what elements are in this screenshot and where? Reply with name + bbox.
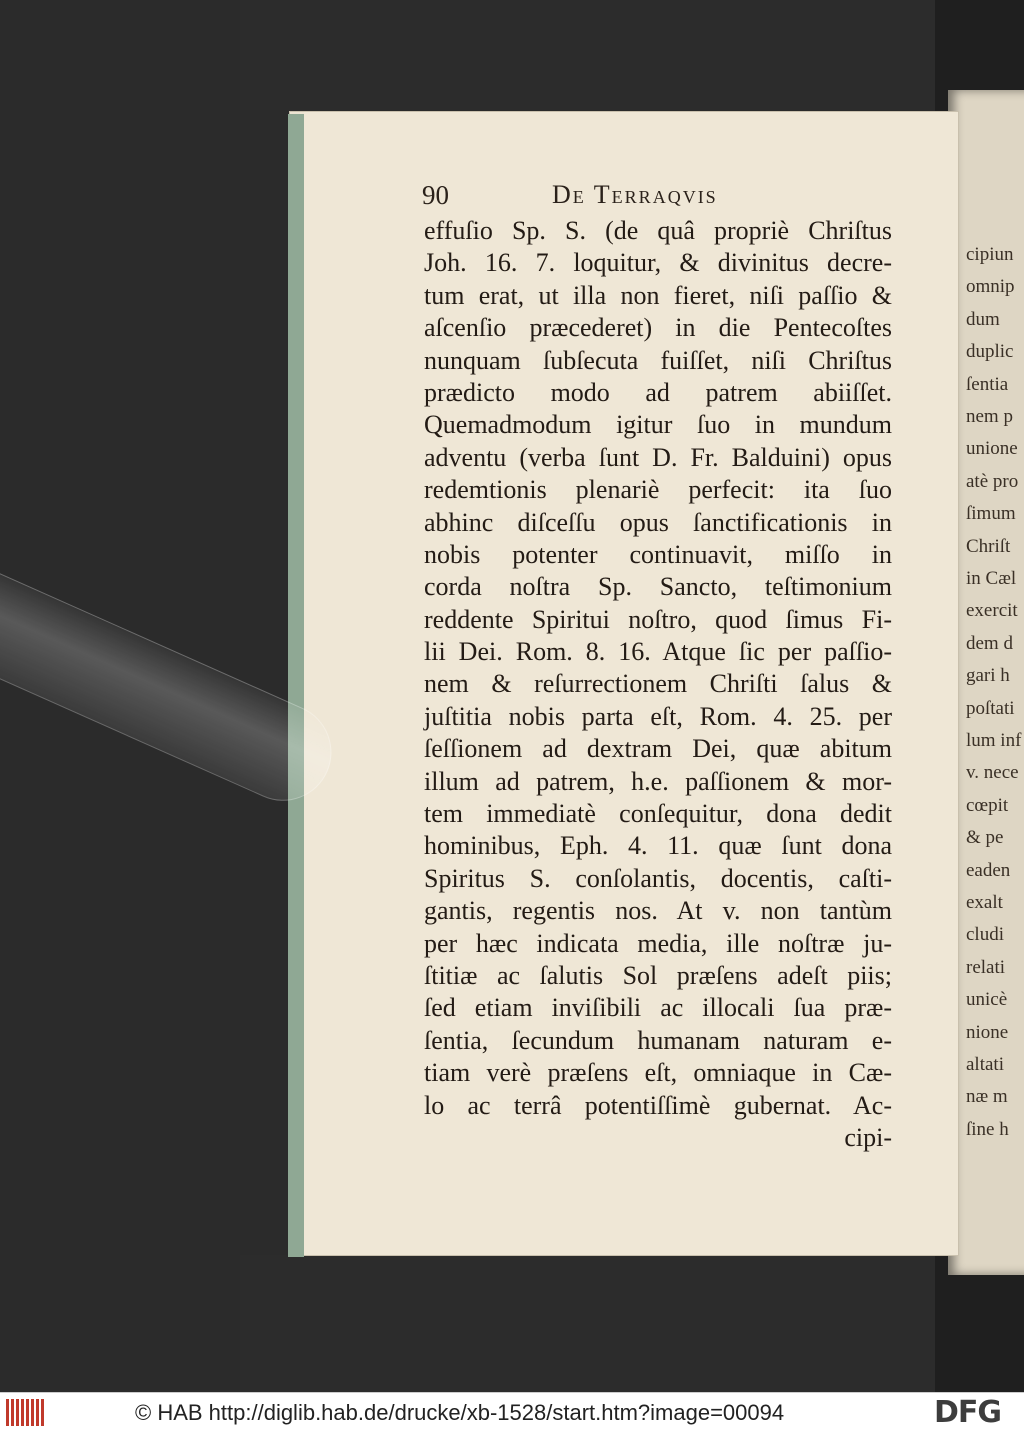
body-text: [424, 215, 892, 1154]
facing-page-word: cœpit: [966, 794, 1009, 816]
text-line: ſed etiam inviſibili ac illocali ſua præ-: [424, 993, 892, 1023]
text-line: nunquam ſubſecuta fuiſſet, niſi Chriſtus: [424, 345, 892, 375]
facing-page-word: Chriſt: [966, 535, 1011, 557]
facing-page-word: poſtati: [966, 697, 1015, 719]
facing-page-word: atè pro: [966, 470, 1019, 492]
text-line: Spiritus S. conſolantis, docentis, caſti-: [424, 863, 892, 893]
facing-page-word: & pe: [966, 827, 1004, 849]
text-line: prædicto modo ad patrem abiiſſet.: [424, 377, 892, 407]
text-line: ſtitiæ ac ſalutis Sol præſens adeſt piis;: [424, 960, 892, 990]
running-title: De Terraqvis: [552, 180, 718, 209]
page-header: [422, 180, 892, 216]
text-line: reddente Spiritui noſtro, quod ſimus Fi-: [424, 604, 892, 634]
facing-page-word: lum inf: [966, 730, 1022, 751]
text-line: redemtionis plenariè perfecit: ita ſuo: [424, 475, 892, 505]
text-line: corda noſtra Sp. Sancto, teſtimonium: [424, 572, 892, 602]
facing-page-word: nione: [966, 1021, 1009, 1043]
text-line: illum ad patrem, h.e. paſſionem & mor-: [424, 766, 892, 796]
facing-page-word: relati: [966, 956, 1006, 978]
text-line: gantis, regentis nos. At v. non tantùm: [424, 896, 892, 926]
facing-page-word: unione: [966, 438, 1018, 460]
facing-page-word: exalt: [966, 892, 1003, 913]
text-line: lo ac terrâ potentiſſimè gubernat. Ac-: [424, 1090, 892, 1120]
page-edge: [288, 114, 304, 1257]
facing-page-word: cipiun: [966, 244, 1014, 265]
text-line: aſcenſio præcederet) in die Pentecoſtes: [424, 313, 892, 343]
facing-page-word: unicè: [966, 989, 1008, 1011]
facing-page-word: omnip: [966, 276, 1015, 298]
facing-page-word: altati: [966, 1054, 1004, 1075]
text-line: Quemadmodum igitur ſuo in mundum: [424, 410, 892, 440]
text-line: tem immediatè conſequitur, dona dedit: [424, 799, 892, 829]
facing-page-word: nem p: [966, 406, 1013, 427]
facing-page-word: dum: [966, 308, 1000, 330]
viewer-footer: [0, 1392, 1024, 1432]
facing-page-word: eaden: [966, 859, 1011, 881]
dfg-logo: DFG: [934, 1395, 1002, 1430]
copyright-link[interactable]: © HAB http://diglib.hab.de/drucke/xb-1528/start.htm?image=00094: [135, 1400, 785, 1425]
text-line: tiam verè præſens eſt, omniaque in Cæ-: [424, 1058, 892, 1088]
barcode-icon: [6, 1399, 46, 1426]
catchword: cipi-: [844, 1122, 892, 1152]
background-bottom: [240, 1255, 940, 1392]
text-line: nem & reſurrectionem Chriſti ſalus &: [424, 669, 892, 699]
facing-page-word: ſine h: [966, 1118, 1009, 1140]
facing-page-word: næ m: [966, 1086, 1008, 1108]
facing-page-word: ſentia: [966, 373, 1009, 395]
facing-page-fragment: [948, 90, 1024, 1275]
text-line: hominibus, Eph. 4. 11. quæ ſunt dona: [424, 831, 892, 861]
text-line: effuſio Sp. S. (de quâ propriè Chriſtus: [424, 216, 892, 245]
background-top: [240, 0, 940, 110]
text-line: adventu (verba ſunt D. Fr. Balduini) opus: [424, 442, 892, 472]
facing-page-word: gari h: [966, 665, 1010, 687]
text-line: ſeſſionem ad dextram Dei, quæ abitum: [424, 734, 892, 764]
facing-page-word: duplic: [966, 341, 1014, 363]
text-line: nobis potenter continuavit, miſſo in: [424, 539, 892, 569]
text-line: abhinc diſceſſu opus ſanctificationis in: [424, 507, 892, 537]
facing-page-word: ſimum: [966, 503, 1016, 525]
text-line: juſtitia nobis parta eſt, Rom. 4. 25. per: [424, 701, 892, 731]
facing-page-word: dem d: [966, 632, 1013, 654]
text-line: Joh. 16. 7. loquitur, & divinitus decre-: [424, 248, 892, 278]
text-line: lii Dei. Rom. 8. 16. Atque ſic per paſſio-: [424, 637, 892, 667]
text-line: per hæc indicata media, ille noſtræ ju-: [424, 928, 892, 958]
page-number: 90: [422, 180, 449, 210]
facing-page-word: cludi: [966, 924, 1004, 946]
facing-page-word: exercit: [966, 600, 1018, 622]
facing-page-word: in Cæl: [966, 568, 1017, 589]
text-line: ſentia, ſecundum humanam naturam e-: [424, 1025, 892, 1055]
text-line: tum erat, ut illa non fieret, niſi paſſio &: [424, 280, 892, 310]
facing-page-word: v. nece: [966, 762, 1019, 784]
